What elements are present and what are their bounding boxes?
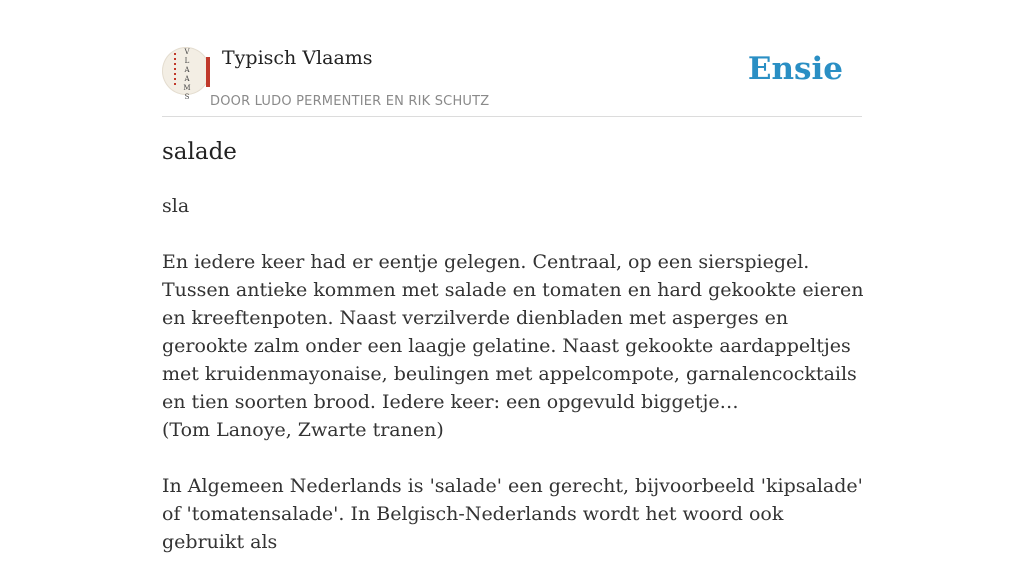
entry-definition: sla xyxy=(162,195,190,217)
cover-decoration xyxy=(174,53,176,87)
ensie-logo-link[interactable]: Ensie xyxy=(747,51,843,87)
cover-spine xyxy=(206,57,210,87)
book-cover-image[interactable] xyxy=(162,47,210,101)
entry-title: salade xyxy=(162,139,237,165)
entry-quote-source: (Tom Lanoye, Zwarte tranen) xyxy=(162,419,444,441)
cover-lettering: V L A A M S xyxy=(183,48,191,101)
entry-explanation: In Algemeen Nederlands is 'salade' een gerecht, bijvoorbeeld 'kipsalade' of 'tomatensalade'. In Belgisch-Nederlands wordt het woord ook gebruikt als xyxy=(162,475,863,553)
authors-byline: DOOR LUDO PERMENTIER EN RIK SCHUTZ xyxy=(210,94,490,109)
entry-quote: En iedere keer had er eentje gelegen. Centraal, op een sierspiegel. Tussen antieke kommen met salade en tomaten en hard gekookte eieren en kreeftenpoten. Naast verzilverde dienbladen met asperges en gerookte zalm onder een laagje gelatine. Naast gekookte aardappeltjes met kruidenmayonaise, beulingen met appelcompote, garnalencocktails en tien soorten brood. Iedere keer: een opgevuld biggetje… xyxy=(162,251,864,413)
book-title-link[interactable]: Typisch Vlaams xyxy=(222,47,373,69)
entry-content xyxy=(162,192,867,584)
header xyxy=(162,44,862,117)
